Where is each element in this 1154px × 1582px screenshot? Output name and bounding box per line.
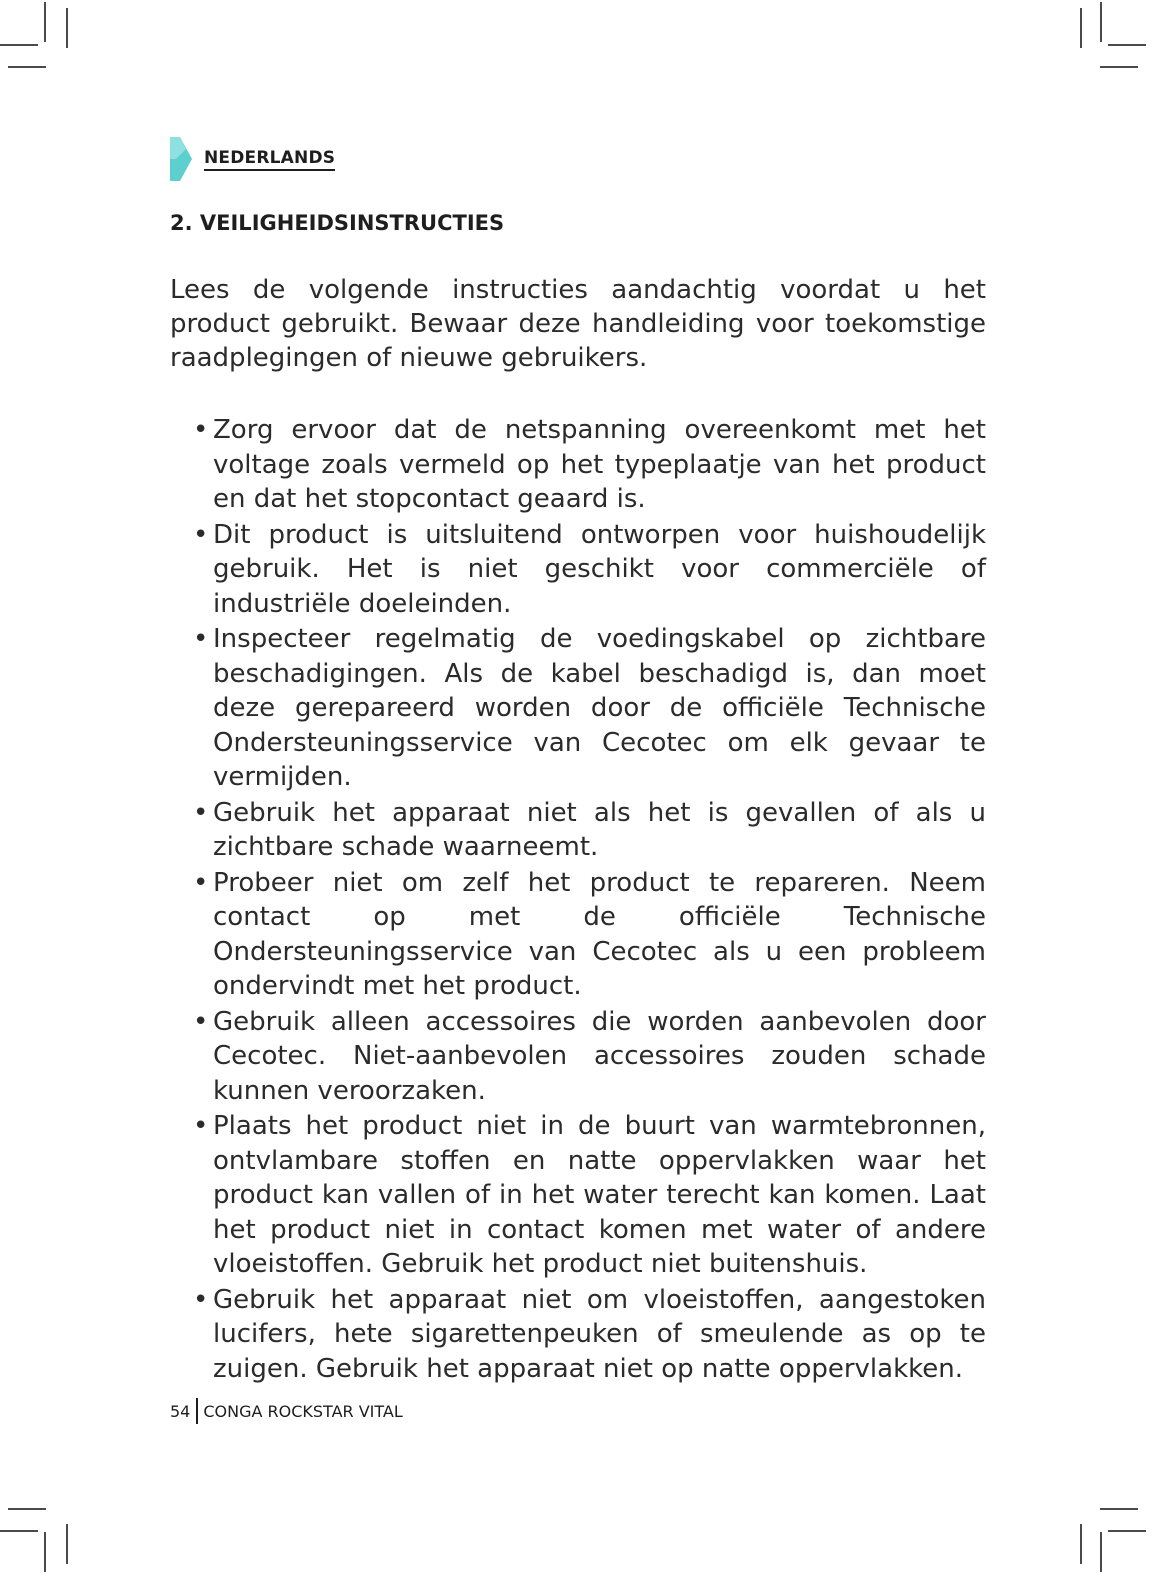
- list-item: • Dit product is uitsluitend ontworpen voor huishoudelijk gebruik. Het is niet geschikt voor commerciële of industriële doeleinden.: [193, 519, 986, 619]
- safety-instructions-list: [170, 413, 986, 1387]
- crop-mark: [8, 1508, 46, 1510]
- crop-mark: [1080, 1524, 1082, 1564]
- crop-mark: [1080, 8, 1082, 48]
- crop-mark: [8, 66, 46, 68]
- crop-mark: [1108, 44, 1146, 46]
- page-footer: [170, 1398, 403, 1424]
- crop-mark: [1100, 1532, 1102, 1572]
- page-number: 54: [170, 1401, 191, 1421]
- list-item: • Gebruik het apparaat niet om vloeistoffen, aangestoken lucifers, hete sigarettenpeuken of smeulende as op te zuigen. Gebruik het apparaat niet op natte oppervlakken.: [193, 1284, 986, 1384]
- bullet-icon: •: [193, 867, 209, 898]
- footer-divider: [196, 1398, 198, 1424]
- crop-mark: [1100, 2, 1102, 42]
- intro-paragraph: Lees de volgende instructies aandachtig voordat u het product gebruikt. Bewaar deze handleiding voor toekomstige raadplegingen of nieuwe gebruikers.: [170, 275, 986, 373]
- bullet-icon: •: [193, 1284, 209, 1315]
- crop-mark: [66, 8, 68, 48]
- bullet-icon: •: [193, 1111, 209, 1141]
- crop-mark: [1108, 1530, 1146, 1532]
- list-item: • Zorg ervoor dat de netspanning overeenkomt met het voltage zoals vermeld op het typeplaatje van het product en dat het stopcontact geaard is.: [193, 415, 986, 514]
- language-tab-icon: [170, 137, 192, 181]
- list-item: • Probeer niet om zelf het product te repareren. Neem contact op met de officiële Technische Ondersteuningsservice van Cecotec als u een probleem ondervindt met het product.: [193, 867, 986, 1001]
- bullet-icon: •: [193, 415, 209, 445]
- list-item: • Inspecteer regelmatig de voedingskabel op zichtbare beschadigingen. Als de kabel beschadigd is, dan moet deze gerepareerd worden door de officiële Technische Ondersteuningsservice van Cecotec om elk gevaar te vermijden.: [193, 624, 986, 792]
- bullet-icon: •: [193, 797, 209, 828]
- list-item: • Gebruik alleen accessoires die worden aanbevolen door Cecotec. Niet-aanbevolen accessoires zouden schade kunnen veroorzaken.: [193, 1006, 986, 1106]
- crop-mark: [1100, 1508, 1138, 1510]
- bullet-icon: •: [193, 519, 209, 550]
- bullet-icon: •: [193, 1006, 209, 1037]
- product-name: CONGA ROCKSTAR VITAL: [203, 1401, 403, 1421]
- list-item: • Gebruik het apparaat niet als het is gevallen of als u zichtbare schade waarneemt.: [193, 797, 986, 862]
- crop-mark: [0, 44, 38, 46]
- crop-mark: [0, 1530, 38, 1532]
- crop-mark: [44, 2, 46, 42]
- crop-mark: [1100, 66, 1138, 68]
- list-item: • Plaats het product niet in de buurt van warmtebronnen, ontvlambare stoffen en natte oppervlakken waar het product kan vallen of in het water terecht kan komen. Laat het product niet in contact komen met water of andere vloeistoffen. Gebruik het product niet buitenshuis.: [193, 1111, 986, 1279]
- section-title: 2. VEILIGHEIDSINSTRUCTIES: [170, 211, 505, 235]
- crop-mark: [66, 1524, 68, 1564]
- language-label: NEDERLANDS: [204, 148, 335, 171]
- bullet-icon: •: [193, 624, 209, 654]
- crop-mark: [44, 1532, 46, 1572]
